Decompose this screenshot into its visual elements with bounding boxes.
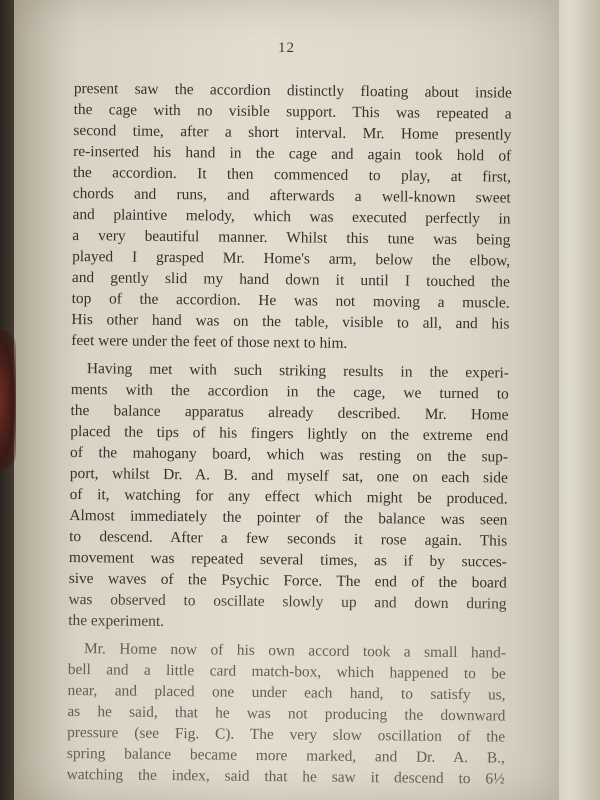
text-line: His other hand was on the table, visible to all, and his bbox=[71, 310, 510, 333]
text-line: the accordion. It then commenced to play, at first, bbox=[72, 163, 512, 186]
paragraph-3 bbox=[67, 638, 507, 790]
text-line: the balance apparatus already described. Mr. Home bbox=[70, 401, 509, 424]
text-line: sive waves of the Psychic Force. The end of the board bbox=[68, 569, 507, 592]
text-line: Having met with such striking results in the experi- bbox=[86, 360, 510, 382]
paragraph-2 bbox=[68, 358, 509, 636]
thumb-shadow bbox=[0, 330, 16, 470]
text-line: the cage with no visible support. This was repeated a bbox=[73, 100, 512, 123]
text-line: the experiment. bbox=[68, 611, 165, 630]
text-line: chords and runs, and afterwards a well-known sweet bbox=[72, 184, 511, 207]
text-line: of it, watching for any effect which might be produced. bbox=[69, 485, 508, 508]
text-line: near, and placed one under each hand, to satisfy us, bbox=[67, 681, 506, 704]
text-line: Almost immediately the pointer of the balance was seen bbox=[69, 506, 508, 529]
text-line: pressure (see Fig. C). The very slow oscillation of the bbox=[67, 723, 506, 746]
text-line: placed the tips of his fingers lightly on the extreme end bbox=[70, 422, 509, 445]
text-line: to descend. After a few seconds it rose again. This bbox=[69, 527, 508, 550]
text-line: second time, after a short interval. Mr. Home presently bbox=[73, 121, 512, 144]
text-line: bell and a little card match-box, which happened to be bbox=[67, 660, 506, 683]
text-line: present saw the accordion distinctly floating about inside bbox=[73, 79, 512, 102]
text-line: played I grasped Mr. Home's arm, below the elbow, bbox=[72, 247, 511, 270]
text-line: of the mahogany board, which was resting on the sup- bbox=[69, 443, 509, 466]
text-line: port, whilst Dr. A. B. and myself sat, one on each side bbox=[69, 464, 508, 487]
text-line: Mr. Home now of his own accord took a small hand- bbox=[83, 640, 507, 662]
text-line: was observed to oscillate slowly up and down during bbox=[68, 590, 507, 613]
body-text bbox=[67, 78, 512, 790]
text-line: ments with the accordion in the cage, we turned to bbox=[70, 380, 509, 403]
text-line: top of the accordion. He was not moving a muscle. bbox=[71, 289, 510, 312]
book-page bbox=[14, 0, 559, 800]
text-line: watching the index, said that he saw it descend to 6½ bbox=[66, 765, 505, 788]
text-line: a very beautiful manner. Whilst this tune was being bbox=[72, 226, 511, 249]
page-number: 12 bbox=[278, 40, 295, 56]
text-line: as he said, that he was not producing the downward bbox=[67, 702, 506, 725]
text-line: movement was repeated several times, as if by succes- bbox=[68, 548, 508, 571]
text-line: re-inserted his hand in the cage and again took hold of bbox=[73, 142, 512, 165]
text-line: feet were under the feet of those next to him. bbox=[71, 331, 348, 352]
paragraph-1 bbox=[71, 78, 512, 356]
text-line: and gently slid my hand down it until I touched the bbox=[71, 268, 510, 291]
text-line: and plaintive melody, which was executed perfectly in bbox=[72, 205, 511, 228]
text-line: spring balance became more marked, and Dr. A. B., bbox=[66, 744, 505, 767]
